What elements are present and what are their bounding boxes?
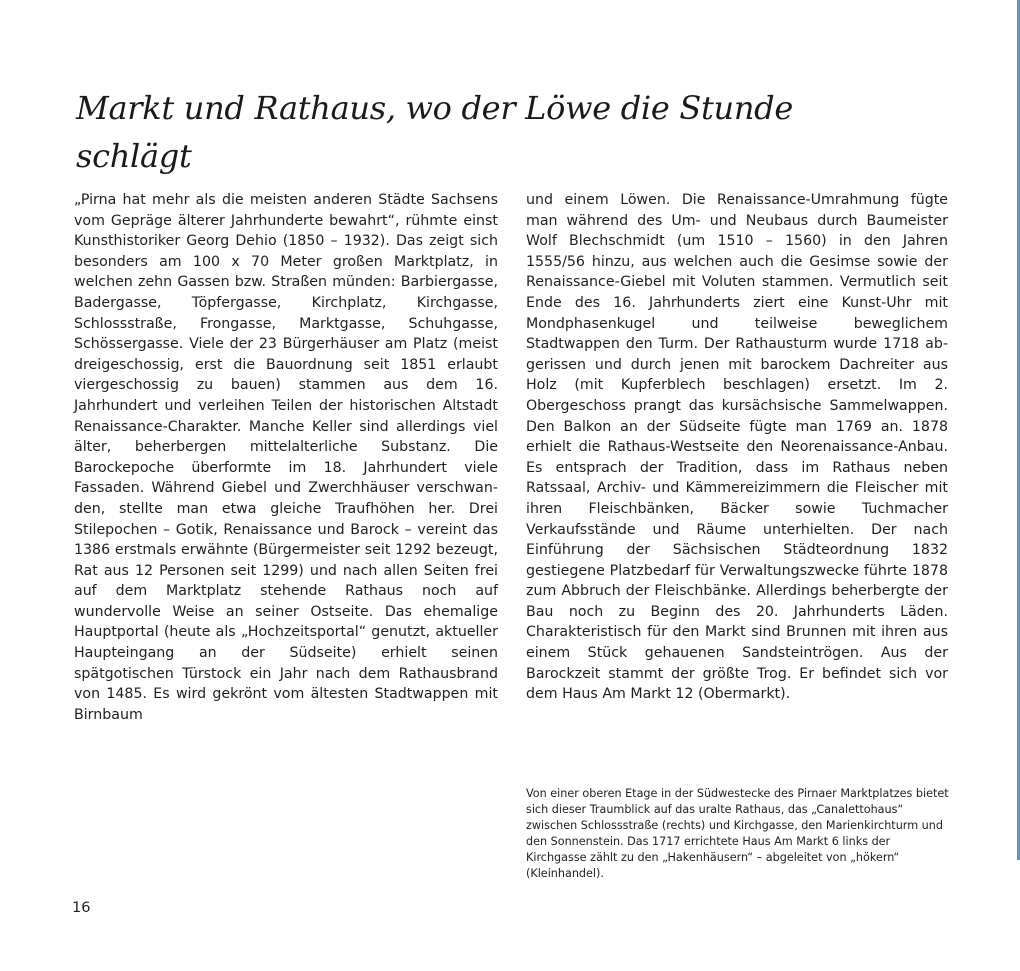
body-text-left-column: „Pirna hat mehr als die meisten anderen Städte Sachsens vom Gepräge älterer Jahrhunderte bewahrt“, rühmte einst Kunsthistoriker Georg Dehio (1850 – 1932). Das zeigt sich besonders am 100 x 70 Meter großen Marktplatz, in welchen zehn Gassen bzw. Straßen münden: Barbiergasse, Badergasse, Töpfergasse, Kirchplatz, Kirchgasse, Schlossstraße, Frongasse, Marktgasse, Schuhgasse, Schössergasse. Viele der 23 Bürgerhäuser am Platz (meist dreigeschossig, erst die Bauordnung seit 1851 erlaubt viergeschossig zu bauen) stammen aus dem 16. Jahrhundert und verleihen Teilen der historischen Altstadt Renaissance-Charakter. Manche Keller sind allerdings viel älter, beherbergen mittelalterliche Substanz. Die Barockepoche überformte im 18. Jahrhundert viele Fassaden. Während Giebel und Zwerchhäuser verschwanden, stellte man etwa gleiche Traufhöhen her. Drei Stilepochen – Gotik, Renaissance und Barock – vereint das 1386 erstmals erwähnte (Bürgermeister seit 1292 bezeugt, Rat aus 12 Personen seit 1299) und nach allen Seiten frei auf dem Marktplatz stehende Rathaus noch auf wundervolle Weise an seiner Ostseite. Das ehemalige Hauptportal (heute als „Hochzeitsportal“ genutzt, aktueller Haupteingang an der Südseite) erhielt seinen spätgotischen Türstock ein Jahr nach dem Rathausbrand von 1485. Es wird gekrönt vom ältesten Stadtwappen mit Birnbaum	[74, 192, 498, 723]
body-text-right-column: und einem Löwen. Die Renaissance-Umrahmung fügte man während des Um- und Neubaus durch Baumeister Wolf Blechschmidt (um 1510 – 1560) in den Jahren 1555/56 hinzu, aus welchen auch die Gesimse sowie der Renaissance-Giebel mit Voluten stammen. Vermutlich seit Ende des 16. Jahrhunderts ziert eine Kunst-Uhr mit Mondphasenkugel und teilweise beweglichem Stadtwappen den Turm. Der Rathausturm wurde 1718 abgerissen und durch jenen mit barockem Dachreiter aus Holz (mit Kupferblech beschlagen) ersetzt. Im 2. Obergeschoss prangt das kursächsische Sammelwappen. Den Balkon an der Südseite fügte man 1769 an. 1878 erhielt die Rathaus-Westseite den Neorenaissance-Anbau. Es entsprach der Tradition, dass im Rathaus neben Ratssaal, Archiv- und Kämmereizimmern die Fleischer mit ihren Fleischbänken, Bäcker sowie Tuchmacher Verkaufsstände und Räume unterhielten. Der nach Einführung der Sächsischen Städteordnung 1832 gestiegene Platzbedarf für Verwaltungszwecke führte 1878 zum Abbruch der Fleischbänke. Allerdings beherbergte der Bau noch zu Beginn des 20. Jahrhunderts Läden. Charakteristisch für den Markt sind Brunnen mit ihren aus einem Stück gehauenen Sandsteintrögen. Aus der Barockzeit stammt der größte Trog. Er befindet sich vor dem Haus Am Markt 12 (Obermarkt).	[526, 192, 948, 703]
image-caption: Von einer oberen Etage in der Südwestecke des Pirnaer Marktplatzes bietet sich dieser Traumblick auf das uralte Rathaus, das „Canalettohaus“ zwischen Schlossstraße (rechts) und Kirchgasse, den Marienkirchturm und den Sonnenstein. Das 1717 errichtete Haus Am Markt 6 links der Kirchgasse zählt zu den „Hakenhäusern“ – abgeleitet von „hökern“ (Kleinhandel).	[526, 787, 949, 881]
page-title: Markt und Rathaus, wo der Löwe die Stunde schlägt	[76, 89, 793, 175]
page-number: 16	[72, 900, 91, 916]
